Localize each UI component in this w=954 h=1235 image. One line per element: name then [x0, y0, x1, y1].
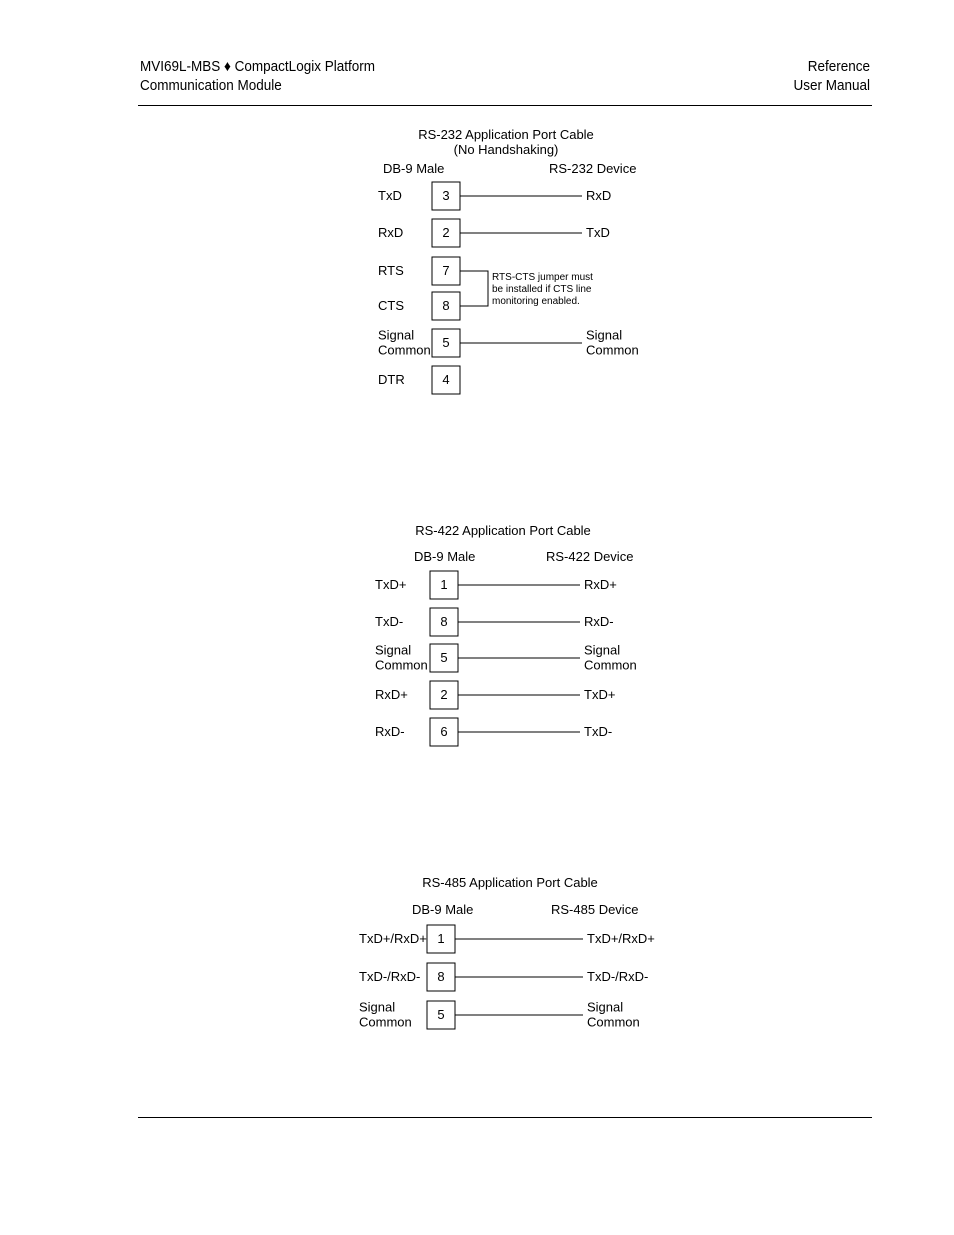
device-signal-label: RxD+	[584, 577, 617, 592]
pin-number: 6	[440, 724, 448, 739]
pin-signal-label: Common	[378, 342, 431, 358]
device-signal-label: TxD	[586, 225, 610, 240]
device-signal-label: Signal	[587, 999, 624, 1015]
pin-number: 5	[442, 335, 450, 350]
device-signal-label: RxD-	[584, 614, 614, 629]
device-signal-label: Common	[584, 657, 637, 673]
pin-number: 8	[437, 969, 445, 984]
device-signal-label: TxD-/RxD-	[587, 969, 649, 984]
pin-number: 8	[442, 298, 450, 313]
pin-number: 1	[440, 577, 448, 592]
device-header: RS-422 Device	[546, 549, 634, 564]
device-header: RS-232 Device	[549, 161, 637, 176]
pin-signal-label: Signal	[359, 999, 396, 1015]
manual-type: User Manual	[793, 77, 870, 94]
connector-header: DB-9 Male	[412, 902, 474, 917]
pin-number: 5	[437, 1007, 445, 1022]
jumper-note: RTS-CTS jumper must	[492, 272, 593, 283]
pin-signal-label: DTR	[378, 372, 405, 387]
jumper-note: be installed if CTS line	[492, 284, 592, 295]
connector-header: DB-9 Male	[414, 549, 476, 564]
document-title: MVI69L-MBS ♦ CompactLogix Platform	[140, 58, 375, 75]
device-signal-label: Signal	[584, 642, 621, 658]
rs485-cable-diagram	[359, 875, 655, 1030]
pin-signal-label: TxD-	[375, 614, 404, 629]
document-subtitle: Communication Module	[140, 77, 282, 94]
device-signal-label: Signal	[586, 327, 623, 343]
pin-number: 5	[440, 650, 448, 665]
section-name: Reference	[807, 58, 870, 75]
rs422-title: RS-422 Application Port Cable	[415, 523, 591, 538]
rs485-title: RS-485 Application Port Cable	[422, 875, 598, 890]
device-signal-label: TxD+	[584, 687, 616, 702]
rts-cts-jumper	[460, 271, 488, 306]
device-signal-label: TxD-	[584, 724, 613, 739]
device-signal-label: Common	[586, 342, 639, 358]
device-signal-label: RxD	[586, 188, 612, 203]
pin-signal-label: RxD+	[375, 687, 408, 702]
pin-number: 3	[442, 188, 450, 203]
pin-number: 7	[442, 263, 450, 278]
device-header: RS-485 Device	[551, 902, 639, 917]
rs232-cable-diagram	[378, 127, 639, 394]
pin-signal-label: RTS	[378, 263, 404, 278]
device-signal-label: Common	[587, 1014, 640, 1030]
pin-number: 2	[442, 225, 450, 240]
pin-signal-label: Common	[359, 1014, 412, 1030]
pin-signal-label: Signal	[375, 642, 412, 658]
pin-signal-label: RxD	[378, 225, 404, 240]
pin-signal-label: TxD+	[375, 577, 407, 592]
rs232-subtitle: (No Handshaking)	[453, 142, 559, 157]
pin-signal-label: TxD-/RxD-	[359, 969, 421, 984]
pin-signal-label: Signal	[378, 327, 415, 343]
pin-number: 1	[437, 931, 445, 946]
pin-signal-label: Common	[375, 657, 428, 673]
rs232-title: RS-232 Application Port Cable	[418, 127, 594, 142]
pin-signal-label: CTS	[378, 298, 404, 313]
connector-header: DB-9 Male	[383, 161, 445, 176]
pin-signal-label: TxD	[378, 188, 402, 203]
pin-number: 8	[440, 614, 448, 629]
jumper-note: monitoring enabled.	[492, 296, 580, 307]
pin-signal-label: TxD+/RxD+	[359, 931, 427, 946]
device-signal-label: TxD+/RxD+	[587, 931, 655, 946]
pin-signal-label: RxD-	[375, 724, 405, 739]
pin-number: 2	[440, 687, 448, 702]
rs422-cable-diagram	[375, 523, 637, 746]
pin-number: 4	[442, 372, 450, 387]
